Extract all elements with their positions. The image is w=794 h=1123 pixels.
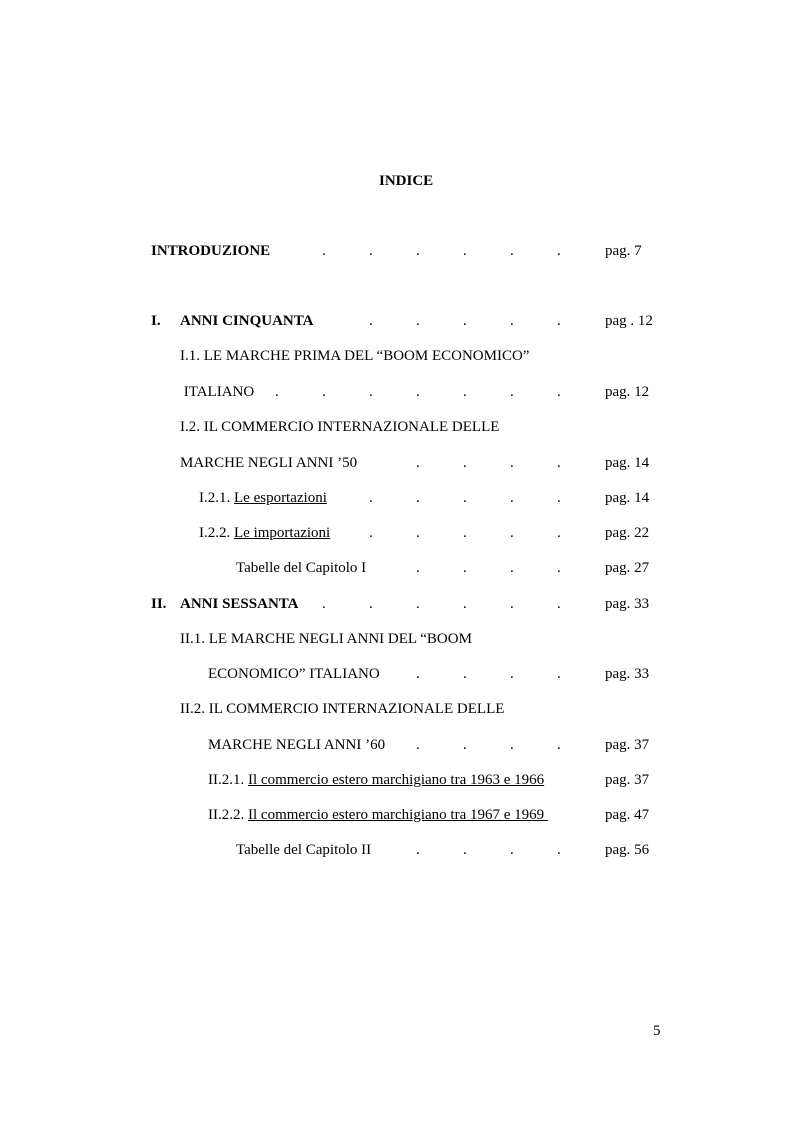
toc-intro-page: pag. 7: [605, 243, 642, 259]
leader-dot: .: [510, 455, 514, 471]
leader-dot: .: [416, 313, 420, 329]
leader-dot: .: [557, 313, 561, 329]
leader-dot: .: [463, 455, 467, 471]
leader-dot: .: [463, 490, 467, 506]
toc-tab1-label: Tabelle del Capitolo I: [236, 560, 367, 576]
leader-dot: .: [463, 560, 467, 576]
leader-dot: .: [416, 455, 420, 471]
leader-dot: .: [463, 243, 467, 259]
toc-s1-2-2-entry: [199, 524, 330, 542]
leader-dot: .: [369, 243, 373, 259]
leader-dot: .: [463, 842, 467, 858]
leader-dot: .: [557, 666, 561, 682]
toc-s2-2-1-label: Il commercio estero marchigiano tra 1963 e 1966: [248, 772, 545, 788]
toc-ch2-label: ANNI SESSANTA: [180, 596, 299, 612]
leader-dot: .: [322, 243, 326, 259]
leader-dot: .: [510, 842, 514, 858]
toc-s1-2-2-label: Le importazioni: [234, 525, 331, 541]
toc-s2-2-page: pag. 37: [605, 737, 650, 753]
leader-dot: .: [322, 384, 326, 400]
leader-dot: .: [557, 596, 561, 612]
leader-dot: .: [463, 313, 467, 329]
toc-intro-label: INTRODUZIONE: [151, 243, 271, 259]
toc-s2-2-line2: MARCHE NEGLI ANNI ’60: [208, 737, 386, 753]
toc-s1-2-1-number: I.2.1.: [199, 490, 234, 506]
leader-dot: .: [510, 596, 514, 612]
leader-dot: .: [463, 666, 467, 682]
leader-dot: .: [510, 313, 514, 329]
toc-ch1-number: I.: [151, 313, 161, 329]
leader-dot: .: [463, 525, 467, 541]
toc-s1-2-1-entry: [199, 489, 327, 507]
toc-s2-2-2-page: pag. 47: [605, 807, 650, 823]
leader-dot: .: [510, 666, 514, 682]
toc-s1-1-line2: ITALIANO: [180, 384, 255, 400]
toc-s1-2-2-number: I.2.2.: [199, 525, 234, 541]
toc-ch1-label: ANNI CINQUANTA: [180, 313, 314, 329]
leader-dot: .: [416, 243, 420, 259]
toc-s1-1-page: pag. 12: [605, 384, 650, 400]
leader-dot: .: [510, 737, 514, 753]
leader-dot: .: [557, 243, 561, 259]
toc-ch2-page: pag. 33: [605, 596, 650, 612]
toc-s1-1-line1: I.1. LE MARCHE PRIMA DEL “BOOM ECONOMICO”: [180, 348, 530, 364]
toc-s2-2-2-label: Il commercio estero marchigiano tra 1967 e 1969: [248, 807, 548, 823]
leader-dot: .: [510, 560, 514, 576]
toc-ch1-page: pag . 12: [605, 313, 653, 329]
toc-tab2-label: Tabelle del Capitolo II: [236, 842, 372, 858]
leader-dot: .: [369, 490, 373, 506]
page-number: 5: [653, 1023, 661, 1039]
leader-dot: .: [510, 525, 514, 541]
toc-s2-2-line1: II.2. IL COMMERCIO INTERNAZIONALE DELLE: [180, 701, 505, 717]
leader-dot: .: [557, 455, 561, 471]
leader-dot: .: [463, 384, 467, 400]
leader-dot: .: [322, 596, 326, 612]
page-title: INDICE: [379, 173, 434, 189]
leader-dot: .: [275, 384, 279, 400]
leader-dot: .: [416, 596, 420, 612]
leader-dot: .: [557, 490, 561, 506]
leader-dot: .: [416, 842, 420, 858]
toc-s2-1-page: pag. 33: [605, 666, 650, 682]
toc-s1-2-page: pag. 14: [605, 455, 650, 471]
leader-dot: .: [557, 525, 561, 541]
leader-dot: .: [416, 560, 420, 576]
toc-s2-2-1-number: II.2.1.: [208, 772, 248, 788]
leader-dot: .: [557, 560, 561, 576]
leader-dot: .: [369, 313, 373, 329]
toc-s1-2-line2: MARCHE NEGLI ANNI ’50: [180, 455, 358, 471]
leader-dot: .: [369, 525, 373, 541]
leader-dot: .: [557, 384, 561, 400]
leader-dot: .: [416, 525, 420, 541]
toc-s1-2-2-page: pag. 22: [605, 525, 650, 541]
toc-ch2-number: II.: [151, 596, 167, 612]
leader-dot: .: [416, 737, 420, 753]
leader-dot: .: [463, 596, 467, 612]
toc-s2-2-1-entry: [208, 771, 544, 789]
leader-dot: .: [416, 490, 420, 506]
toc-tab2-page: pag. 56: [605, 842, 650, 858]
leader-dot: .: [369, 384, 373, 400]
leader-dot: .: [416, 384, 420, 400]
toc-s2-1-line2: ECONOMICO” ITALIANO: [208, 666, 380, 682]
toc-s2-2-2-number: II.2.2.: [208, 807, 248, 823]
leader-dot: .: [510, 243, 514, 259]
leader-dot: .: [510, 490, 514, 506]
toc-s1-2-line1: I.2. IL COMMERCIO INTERNAZIONALE DELLE: [180, 419, 500, 435]
toc-tab1-page: pag. 27: [605, 560, 650, 576]
leader-dot: .: [416, 666, 420, 682]
toc-s2-2-1-page: pag. 37: [605, 772, 650, 788]
leader-dot: .: [557, 842, 561, 858]
toc-s2-2-2-entry: [208, 806, 548, 824]
toc-s2-1-line1: II.1. LE MARCHE NEGLI ANNI DEL “BOOM: [180, 631, 472, 647]
leader-dot: .: [463, 737, 467, 753]
leader-dot: .: [510, 384, 514, 400]
leader-dot: .: [557, 737, 561, 753]
toc-s1-2-1-page: pag. 14: [605, 490, 650, 506]
toc-s1-2-1-label: Le esportazioni: [234, 490, 327, 506]
leader-dot: .: [369, 596, 373, 612]
